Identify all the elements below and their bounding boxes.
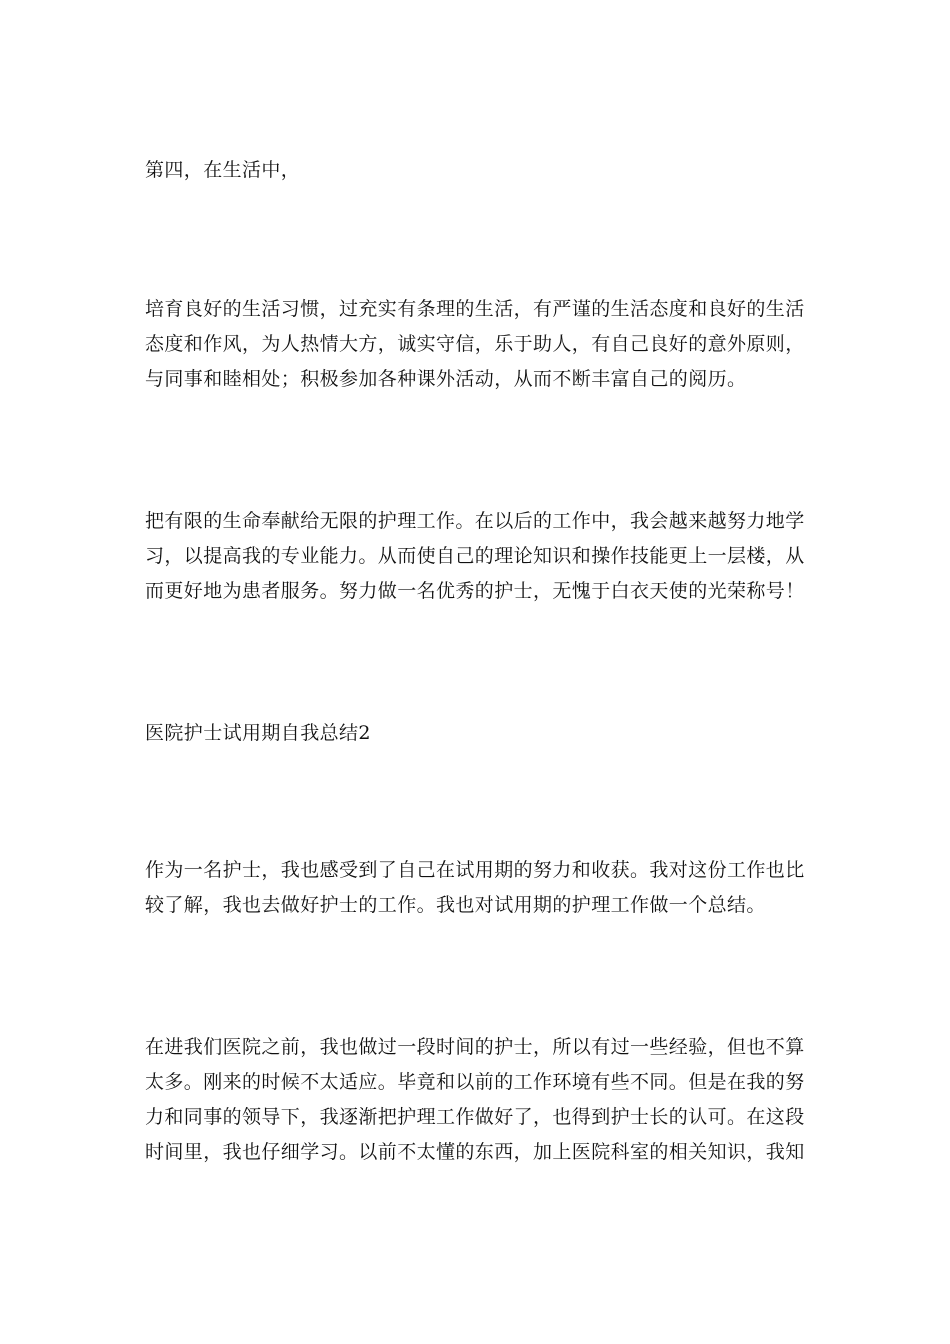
text-line: 在进我们医院之前，我也做过一段时间的护士，所以有过一些经验，但也不算 [145, 1036, 805, 1058]
paragraph-life-heading [145, 153, 810, 188]
text-line: 而更好地为患者服务。努力做一名优秀的护士，无愧于白衣天使的光荣称号！ [145, 580, 805, 602]
text-line: 太多。刚来的时候不太适应。毕竟和以前的工作环境有些不同。但是在我的努 [145, 1071, 805, 1093]
text-line: 作为一名护士，我也感受到了自己在试用期的努力和收获。我对这份工作也比 [145, 859, 805, 881]
text-line: 把有限的生命奉献给无限的护理工作。在以后的工作中，我会越来越努力地学 [145, 510, 805, 532]
paragraph-introduction [145, 853, 810, 923]
text-line: 习，以提高我的专业能力。从而使自己的理论知识和操作技能更上一层楼，从 [145, 545, 805, 567]
text-line: 与同事和睦相处；积极参加各种课外活动，从而不断丰富自己的阅历。 [145, 368, 747, 390]
paragraph-life-habits [145, 292, 810, 397]
text-line: 态度和作风，为人热情大方，诚实守信，乐于助人，有自己良好的意外原则， [145, 333, 805, 355]
text-line: 培育良好的生活习惯，过充实有条理的生活，有严谨的生活态度和良好的生活 [145, 298, 805, 320]
heading-text: 医院护士试用期自我总结2 [145, 722, 371, 744]
text-line: 较了解，我也去做好护士的工作。我也对试用期的护理工作做一个总结。 [145, 894, 766, 916]
text-line: 第四，在生活中， [145, 159, 301, 181]
paragraph-dedication [145, 504, 810, 609]
section-heading-summary-2 [145, 716, 810, 751]
text-line: 力和同事的领导下，我逐渐把护理工作做好了，也得到护士长的认可。在这段 [145, 1106, 805, 1128]
text-line: 时间里，我也仔细学习。以前不太懂的东西，加上医院科室的相关知识，我知 [145, 1141, 805, 1163]
paragraph-experience [145, 1030, 810, 1170]
